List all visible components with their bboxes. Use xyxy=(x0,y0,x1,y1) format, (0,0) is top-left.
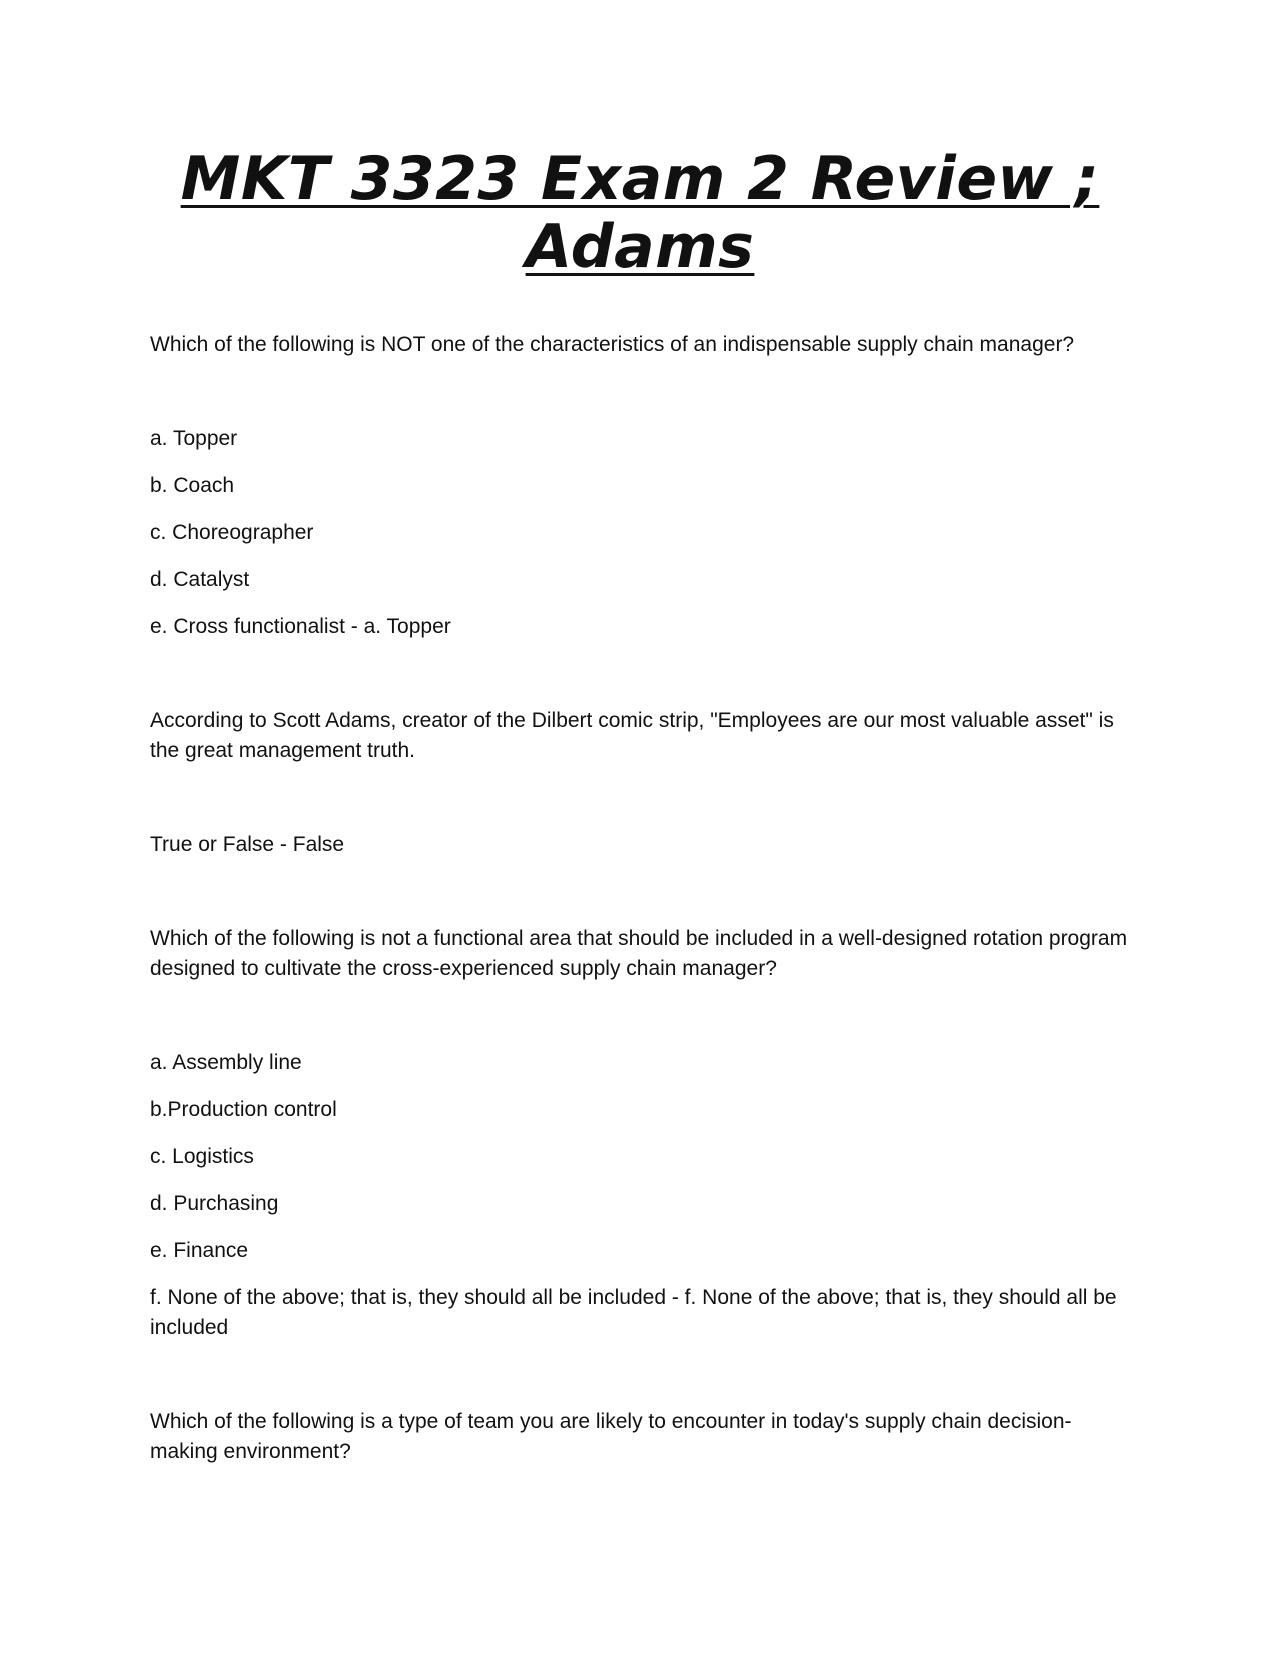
answer-2: True or False - False xyxy=(150,833,345,856)
question-4: Which of the following is a type of team you are likely to encounter in today's supply chain decision-making environment? xyxy=(150,1410,1072,1463)
option-item: d. Purchasing xyxy=(150,1192,279,1215)
option-item: b.Production control xyxy=(150,1098,337,1121)
option-item: d. Catalyst xyxy=(150,568,250,591)
option-item: a. Assembly line xyxy=(150,1051,302,1074)
option-item: c. Choreographer xyxy=(150,521,314,544)
question-1: Which of the following is NOT one of the characteristics of an indispensable supply chain manager? xyxy=(150,333,1075,356)
document-body xyxy=(150,330,1130,1467)
option-item: f. None of the above; that is, they should all be included - f. None of the above; that is, they should all be included xyxy=(150,1286,1117,1339)
option-item: a. Topper xyxy=(150,427,238,450)
question-2: According to Scott Adams, creator of the Dilbert comic strip, "Employees are our most valuable asset" is the great management truth. xyxy=(150,709,1114,762)
question-3: Which of the following is not a functional area that should be included in a well-designed rotation program designed to cultivate the cross-experienced supply chain manager? xyxy=(150,927,1128,980)
question-1-options xyxy=(150,424,1130,642)
document-title: MKT 3323 Exam 2 Review ; Adams xyxy=(180,144,1100,282)
option-item: e. Finance xyxy=(150,1239,249,1262)
question-3-options xyxy=(150,1048,1130,1343)
option-item: b. Coach xyxy=(150,474,235,497)
option-item: c. Logistics xyxy=(150,1145,254,1168)
option-item: e. Cross functionalist - a. Topper xyxy=(150,615,451,638)
